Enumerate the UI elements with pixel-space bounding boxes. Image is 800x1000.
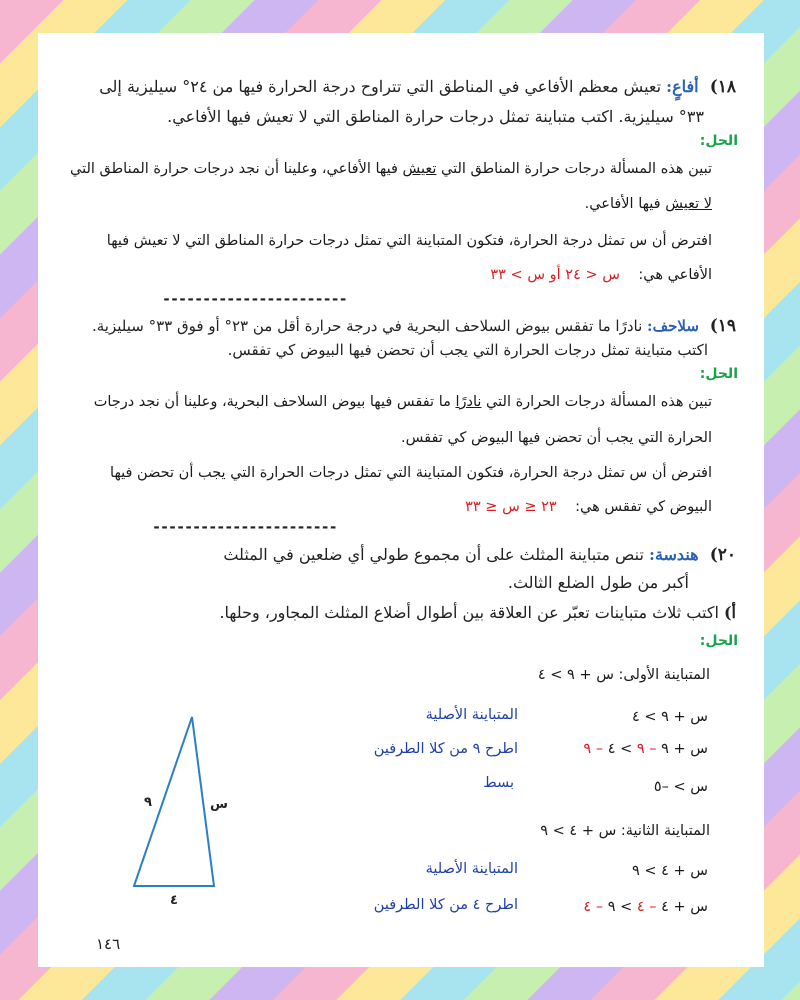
q18-line2: ٣٣° سيليزية. اكتب متباينة تمثل درجات حرارة المناطق التي لا تعيش فيها الأفاعي. [167,107,704,126]
q19-number: ١٩) [709,316,736,336]
ineq2-row2-left: س + ٤ – ٤ > ٩ – ٤ [583,899,708,915]
q19-p1: تبين هذه المسألة درجات الحرارة التي نادرًا ما تفقس فيها بيوض السلاحف البحرية، وعلينا أن نجد درجات [93,394,712,410]
q18-line1 [46,77,736,97]
q20-parta-label: أ) [723,603,736,622]
q18-text1: تعيش معظم الأفاعي في المناطق التي تتراوح درجة الحرارة فيها من ٢٤° سيليزية إلى [99,77,662,96]
page [38,33,764,967]
q19-line2: اكتب متباينة تمثل درجات الحرارة التي يجب أن تحضن فيها البيوض كي تفقس. [227,341,708,359]
q20-line2: أكبر من طول الضلع الثالث. [507,573,689,592]
q20-text1: تنص متباينة المثلث على أن مجموع طولي أي ضلعين في المثلث [223,545,644,564]
q19-underlined-rarely: نادرًا [455,394,482,410]
ineq2-title: المتباينة الثانية: س + ٤ > ٩ [540,823,710,839]
q19-separator: ----------------------- [152,518,337,536]
q19-p3: افترض أن س تمثل درجة الحرارة، فتكون المتباينة التي تمثل درجات الحرارة التي يجب أن تحضن فيها [110,465,712,481]
q18-number: ١٨) [709,77,736,97]
q18-underlined-notlive: لا تعيش [665,196,712,212]
q18-answer: س < ٢٤ أو س > ٣٣ [490,267,620,283]
q20-line1 [46,545,736,565]
q19-line1 [46,316,736,336]
q20-parta: أ) اكتب ثلاث متباينات تعبّر عن العلاقة بين أطوال أضلاع المثلث المجاور، وحلها. [219,603,736,622]
q18-solution-label: الحل: [699,133,738,149]
triangle-side-4-label: ٤ [170,893,178,908]
q20-topic: هندسة: [649,545,699,564]
q19-topic: سلاحف: [647,317,699,335]
q19-solution-label: الحل: [699,366,738,382]
q20-solution-label: الحل: [699,633,738,649]
q18-separator: ----------------------- [162,290,347,308]
q18-p1: تبين هذه المسألة درجات حرارة المناطق التي تعيش فيها الأفاعي، وعلينا أن نجد درجات حرارة المناطق التي [70,161,712,177]
ineq1-row2-left: س + ٩ – ٩ > ٤ – ٩ [583,741,708,757]
q18-underlined-live: تعيش [402,161,437,177]
q19-text1: نادرًا ما تفقس بيوض السلاحف البحرية في درجة حرارة أقل من ٢٣° أو فوق ٣٣° سيليزية. [91,317,643,335]
ineq1-row2-note: اطرح ٩ من كلا الطرفين [373,741,518,757]
ineq2-row1-left: س + ٤ > ٩ [631,863,708,879]
ineq1-title: المتباينة الأولى: س + ٩ > ٤ [537,667,710,683]
ineq1-row1-note: المتباينة الأصلية [425,707,518,723]
triangle-side-9-label: ٩ [144,795,152,810]
ineq2-row1-note: المتباينة الأصلية [425,861,518,877]
q18-p2: لا تعيش فيها الأفاعي. [584,196,712,212]
q18-p4: الأفاعي هي: س < ٢٤ أو س > ٣٣ [490,267,712,283]
q18-p3: افترض أن س تمثل درجة الحرارة، فتكون المتباينة التي تمثل درجات حرارة المناطق التي لا تعيش فيها [106,233,712,249]
ineq2-row2-note: اطرح ٤ من كلا الطرفين [373,897,518,913]
q19-p4: البيوض كي تفقس هي: ٢٣ ≤ س ≤ ٣٣ [465,499,712,515]
ineq1-row3-note: بسط [483,775,514,791]
ineq1-row1-left: س + ٩ > ٤ [631,709,708,725]
triangle-side-x-label: س [210,797,228,812]
q19-answer: ٢٣ ≤ س ≤ ٣٣ [465,499,557,515]
q18-topic: أفاعٍ: [666,77,699,96]
q20-number: ٢٠) [709,545,736,565]
ineq1-row3-left: س > –٥ [653,779,708,795]
q19-p2: الحرارة التي يجب أن تحضن فيها البيوض كي تفقس. [401,430,712,446]
page-number: ١٤٦ [96,935,121,953]
